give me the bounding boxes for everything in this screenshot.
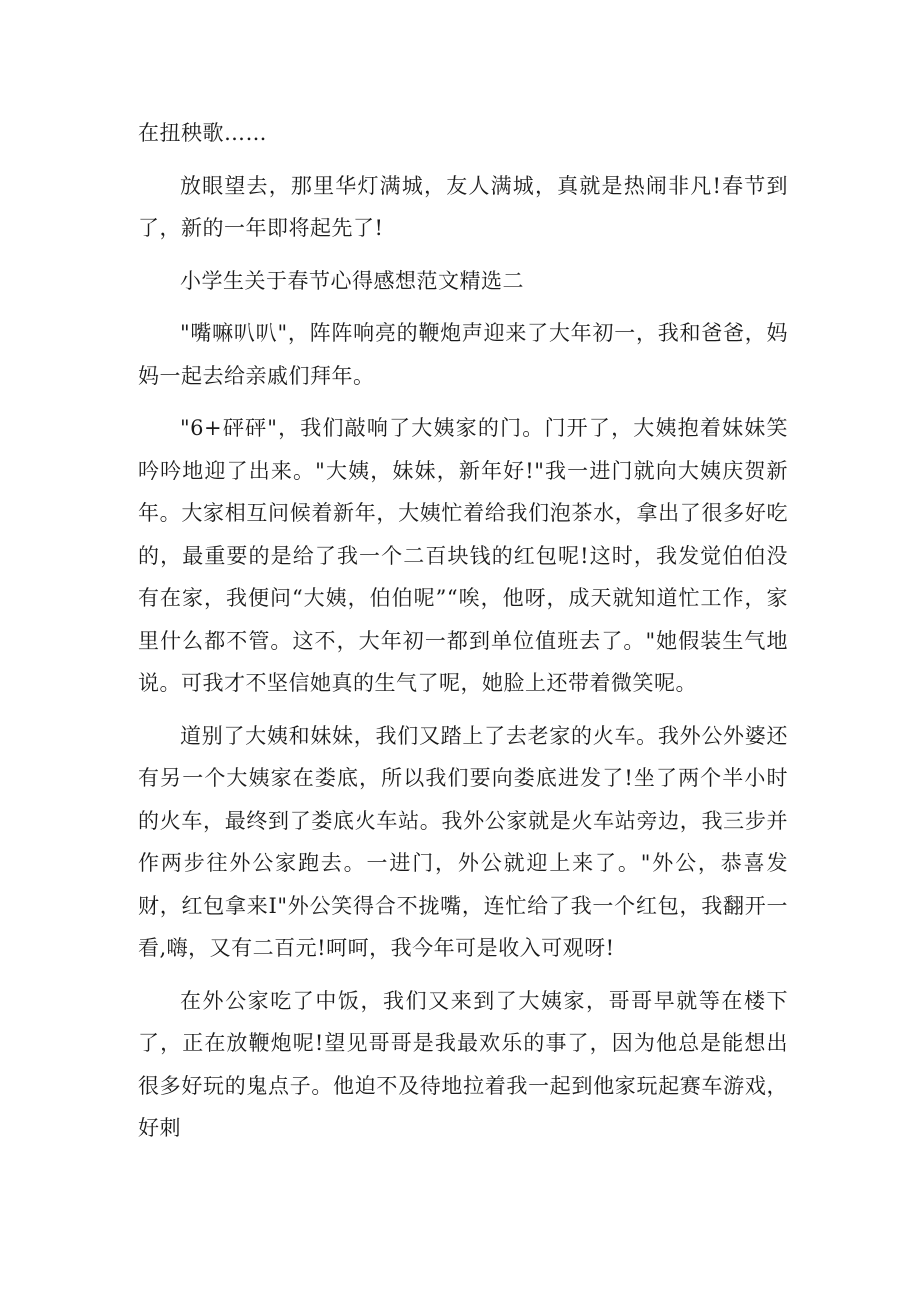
body-text (138, 112, 788, 1160)
paragraph: 放眼望去，那里华灯满城，友人满城，真就是热闹非凡!春节到了，新的一年即将起先了! (138, 173, 788, 240)
paragraph: "嘴嘛叭叭"，阵阵响亮的鞭炮声迎来了大年初一，我和爸爸，妈妈一起去给亲戚们拜年。 (138, 321, 788, 388)
section-heading: 小学生关于春节心得感想范文精选二 (180, 268, 524, 293)
paragraph: 在外公家吃了中饭，我们又来到了大姨家，哥哥早就等在楼下了，正在放鞭炮呢!望见哥哥是我最欢乐的事了，因为他总是能想出很多好玩的鬼点子。他迫不及待地拉着我一起到他家玩起赛车游戏，好刺 (138, 988, 788, 1140)
paragraph: 道别了大姨和妹妹，我们又踏上了去老家的火车。我外公外婆还有另一个大姨家在娄底，所以我们要向娄底进发了!坐了两个半小时的火车，最终到了娄底火车站。我外公家就是火车站旁边，我三步并作两步往外公家跑去。一进门，外公就迎上来了。"外公，恭喜发财，红包拿来I"外公笑得合不拢嘴，连忙给了我一个红包，我翻开一看,嗨，又有二百元!呵呵，我今年可是收入可观呀! (138, 723, 788, 960)
paragraph: "6+砰砰"，我们敲响了大姨家的门。门开了，大姨抱着妹妹笑吟吟地迎了出来。"大姨，妹妹，新年好!"我一进门就向大姨庆贺新年。大家相互问候着新年，大姨忙着给我们泡茶水，拿出了很多好吃的，最重要的是给了我一个二百块钱的红包呢!这时，我发觉伯伯没有在家，我便问“大姨，伯伯呢”“唉，他呀，成天就知道忙工作，家里什么都不管。这不，大年初一都到单位值班去了。"她假装生气地说。可我才不坚信她真的生气了呢，她脸上还带着微笑呢。 (138, 416, 788, 695)
paragraph-continuation: 在扭秧歌…… (138, 121, 267, 145)
